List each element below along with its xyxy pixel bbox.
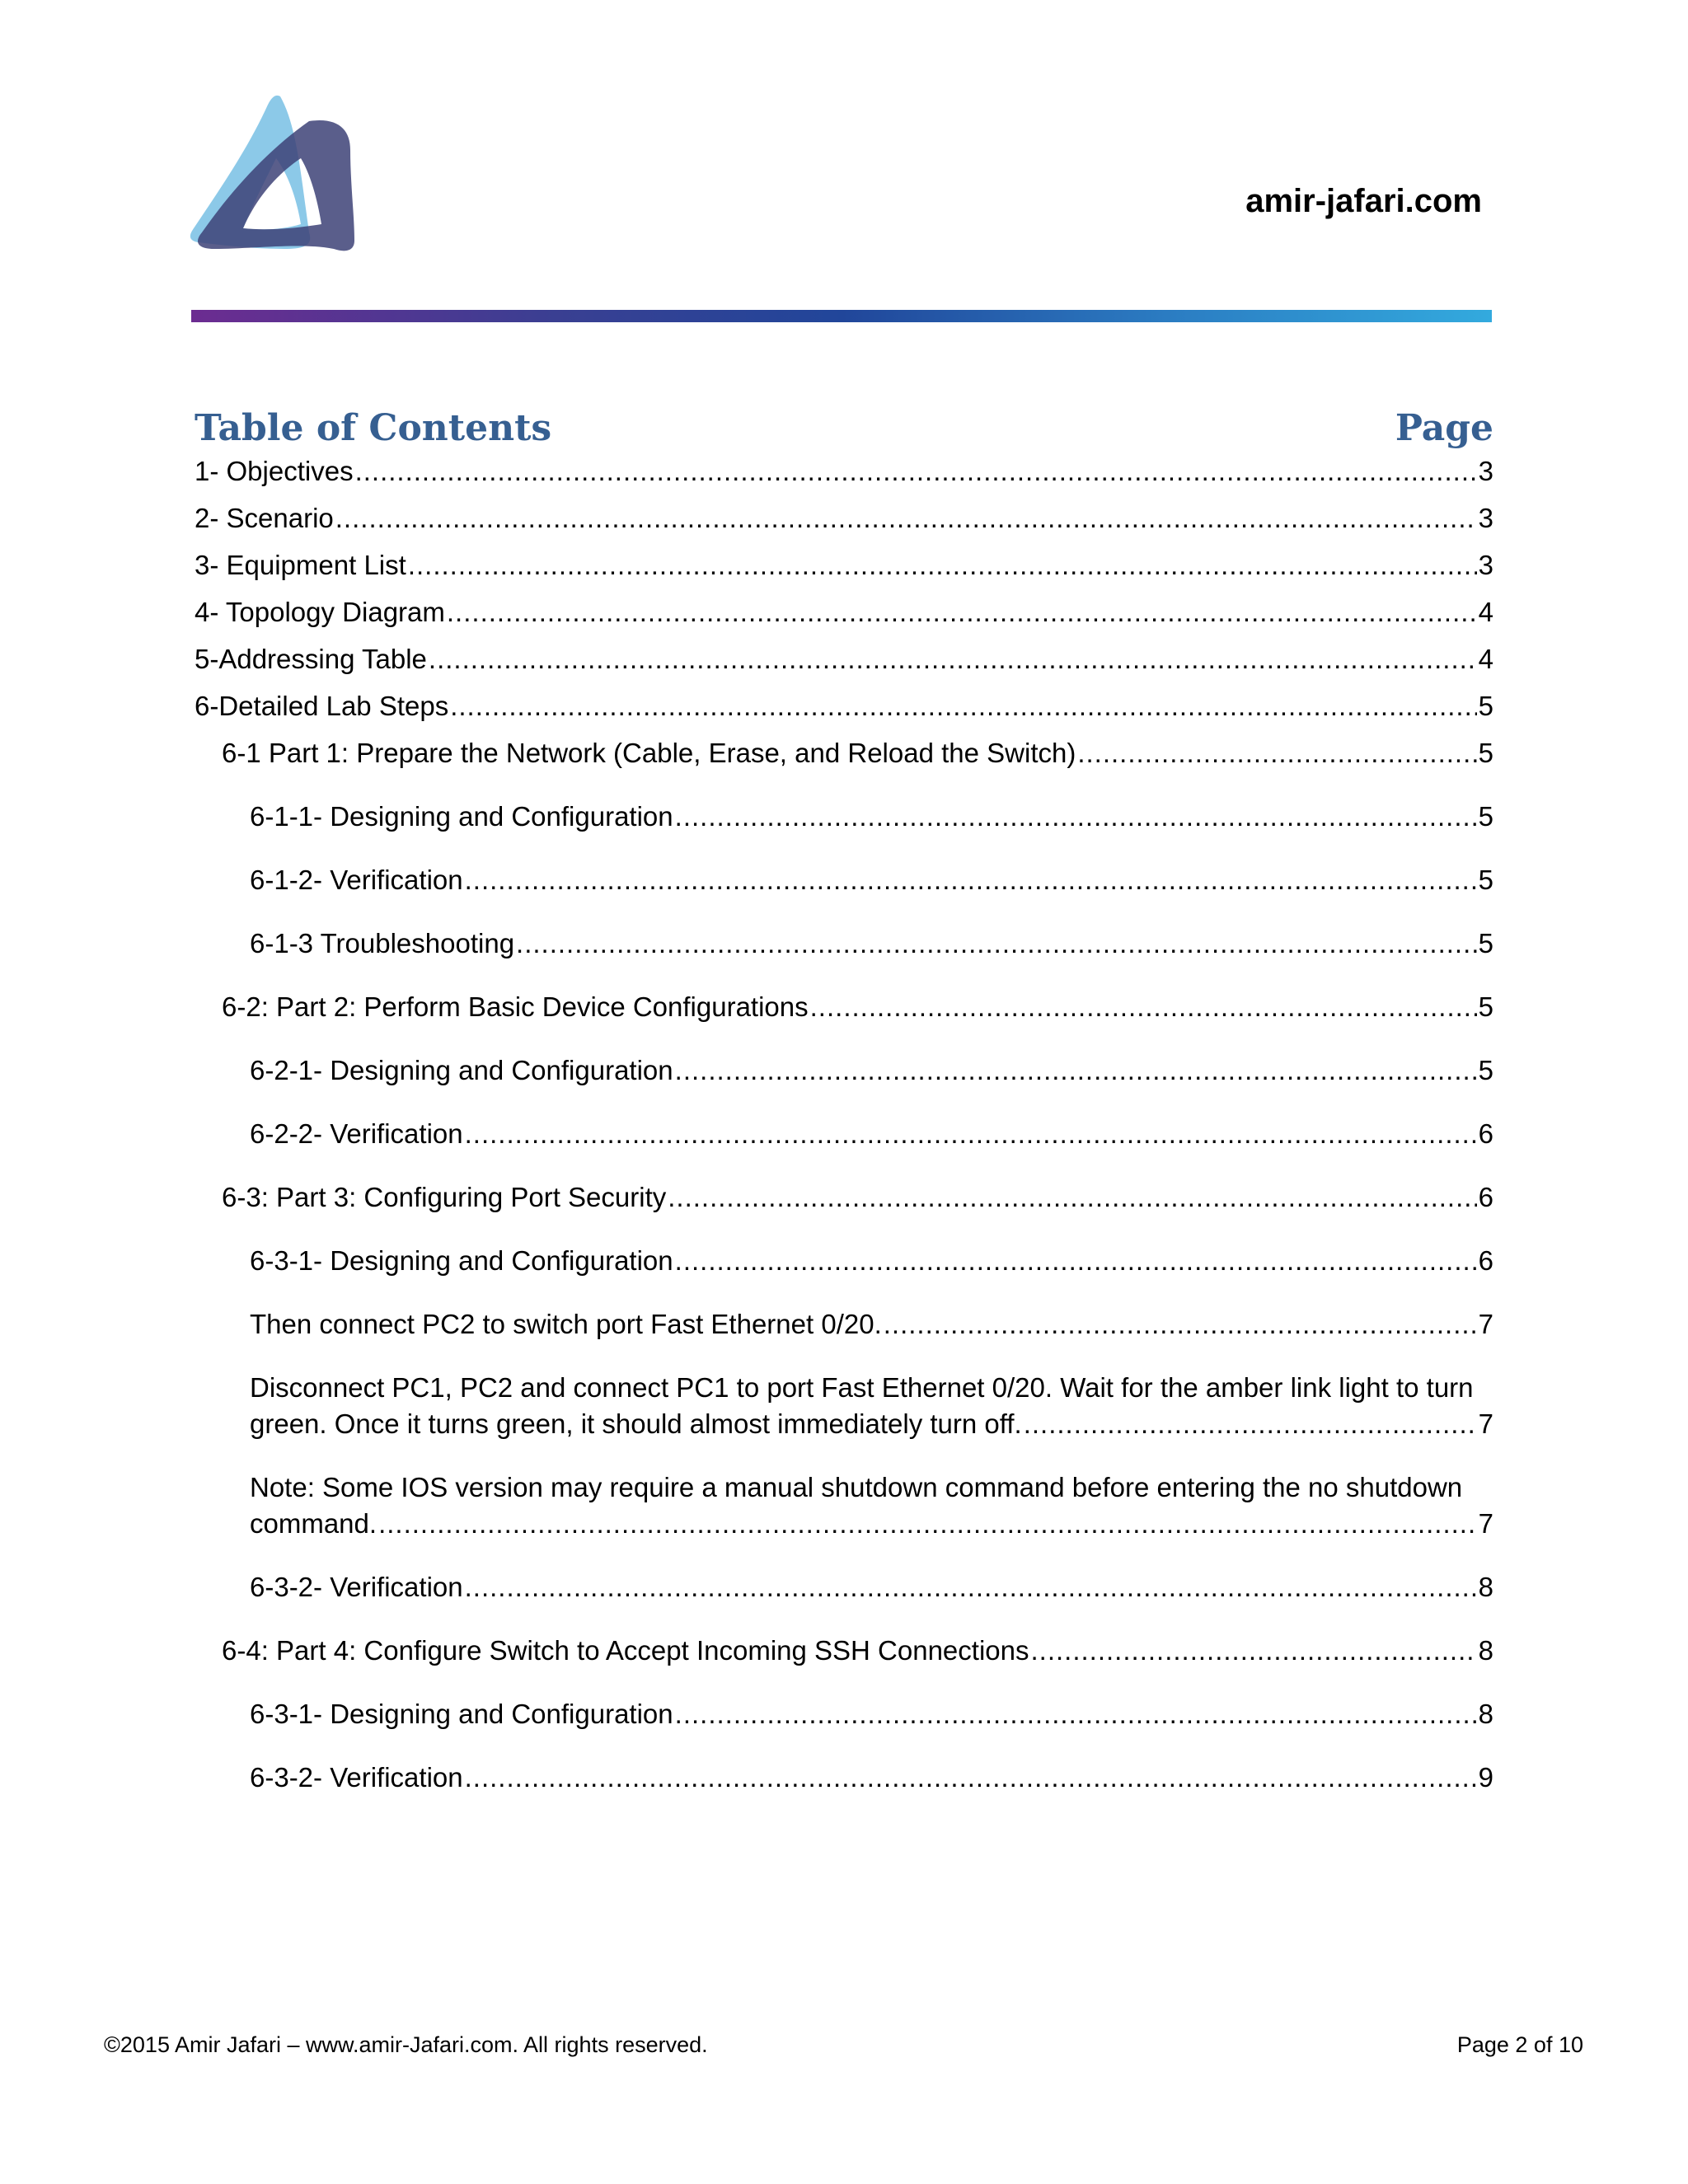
footer-copyright: ©2015 Amir Jafari – www.amir-Jafari.com. All rights reserved. [104,2032,708,2057]
toc-entry-part4-verification[interactable]: 6-3-2- Verification ..... 9 [250,1760,1493,1796]
toc-entry-part2-verification[interactable]: 6-2-2- Verification ..... 6 [250,1116,1493,1152]
site-name: amir-jafari.com [1245,183,1482,219]
toc-entry-part3-design[interactable]: 6-3-1- Designing and Configuration ..... 6 [250,1243,1493,1279]
toc-entry-objectives[interactable]: 1- Objectives ..... 3 [195,453,1493,490]
toc-title: Table of Contents [195,407,552,449]
toc-entry-part2-design[interactable]: 6-2-1- Designing and Configuration ..... 5 [250,1052,1493,1089]
toc-page-label: Page [1395,407,1493,449]
toc-entry-part2[interactable]: 6-2: Part 2: Perform Basic Device Configurations ..... 5 [222,989,1493,1025]
toc-entry-detailed-lab-steps[interactable]: 6-Detailed Lab Steps ..... 5 [195,688,1493,724]
toc-entry-part4[interactable]: 6-4: Part 4: Configure Switch to Accept Incoming SSH Connections ..... 8 [222,1633,1493,1669]
logo [185,92,359,253]
toc-entry-part4-design[interactable]: 6-3-1- Designing and Configuration ..... 8 [250,1696,1493,1732]
toc-entry-note-ios[interactable]: Note: Some IOS version may require a manual shutdown command before entering the no shutdown command. ..... 7 [250,1469,1493,1542]
toc-entry-part1[interactable]: 6-1 Part 1: Prepare the Network (Cable, Erase, and Reload the Switch) ..... 5 [222,735,1493,771]
toc-entry-topology-diagram[interactable]: 4- Topology Diagram ..... 4 [195,594,1493,630]
toc-header [195,400,1493,449]
header-gradient-bar [191,310,1492,322]
toc-entry-addressing-table[interactable]: 5-Addressing Table ..... 4 [195,641,1493,677]
toc-entry-part1-verification[interactable]: 6-1-2- Verification ..... 5 [250,862,1493,898]
toc-entry-part1-design[interactable]: 6-1-1- Designing and Configuration ..... 5 [250,799,1493,835]
toc-entry-scenario[interactable]: 2- Scenario ..... 3 [195,500,1493,537]
footer-page-number: Page 2 of 10 [1456,2032,1583,2057]
toc-entry-equipment-list[interactable]: 3- Equipment List ..... 3 [195,547,1493,583]
toc-entry-disconnect-pc1-pc2[interactable]: Disconnect PC1, PC2 and connect PC1 to port Fast Ethernet 0/20. Wait for the amber link light to turn green. Once it turns green, it should almost immediately turn off. ..... 7 [250,1370,1493,1442]
toc-entry-connect-pc2[interactable]: Then connect PC2 to switch port Fast Ethernet 0/20. ..... 7 [250,1306,1493,1343]
toc-list [195,453,1493,1796]
toc-entry-part1-troubleshooting[interactable]: 6-1-3 Troubleshooting ..... 5 [250,926,1493,962]
toc-entry-part3-verification[interactable]: 6-3-2- Verification ..... 8 [250,1569,1493,1605]
logo-triangle-icon [185,92,359,253]
toc-entry-part3[interactable]: 6-3: Part 3: Configuring Port Security ..... 6 [222,1179,1493,1216]
